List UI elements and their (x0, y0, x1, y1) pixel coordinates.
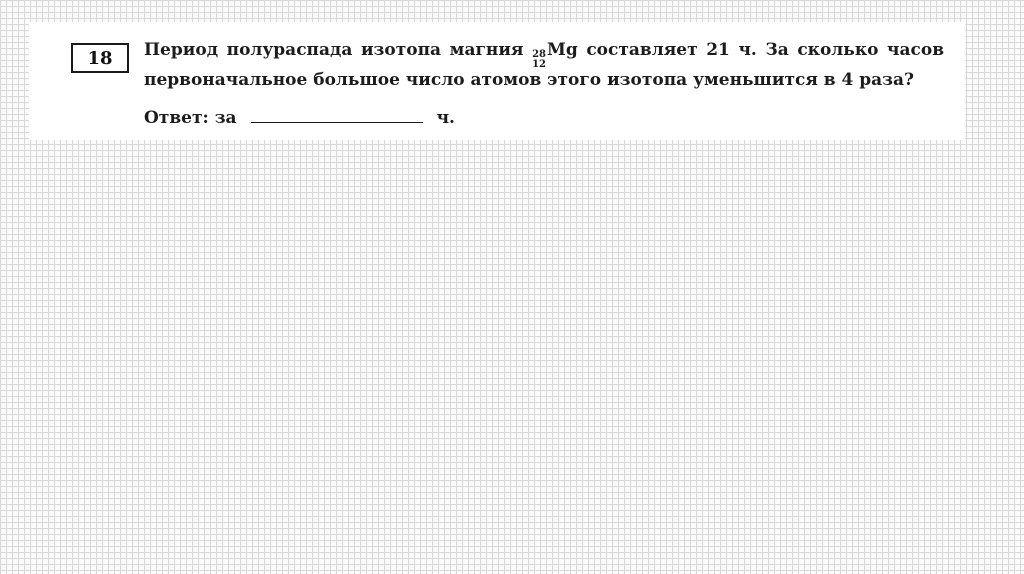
answer-blank[interactable] (251, 106, 423, 123)
atomic-number: 12 (532, 59, 547, 70)
isotope-notation (532, 38, 578, 68)
mass-number: 28 (532, 49, 547, 60)
answer-unit: ч. (436, 108, 455, 128)
task-panel (29, 22, 965, 140)
element-symbol: Mg (547, 40, 578, 60)
task-number-box (71, 43, 129, 73)
question-after: составляет 21 ч. За сколько часов первоначальное большое число атомов этого изотопа уменьшится в 4 раза? (144, 40, 944, 90)
nuclide-indices (532, 50, 546, 70)
question-text (144, 38, 944, 93)
task-number: 18 (87, 47, 113, 69)
answer-line (144, 106, 455, 128)
question-before: Период полураспада изотопа магния (144, 40, 533, 60)
answer-label: Ответ: за (144, 108, 237, 128)
